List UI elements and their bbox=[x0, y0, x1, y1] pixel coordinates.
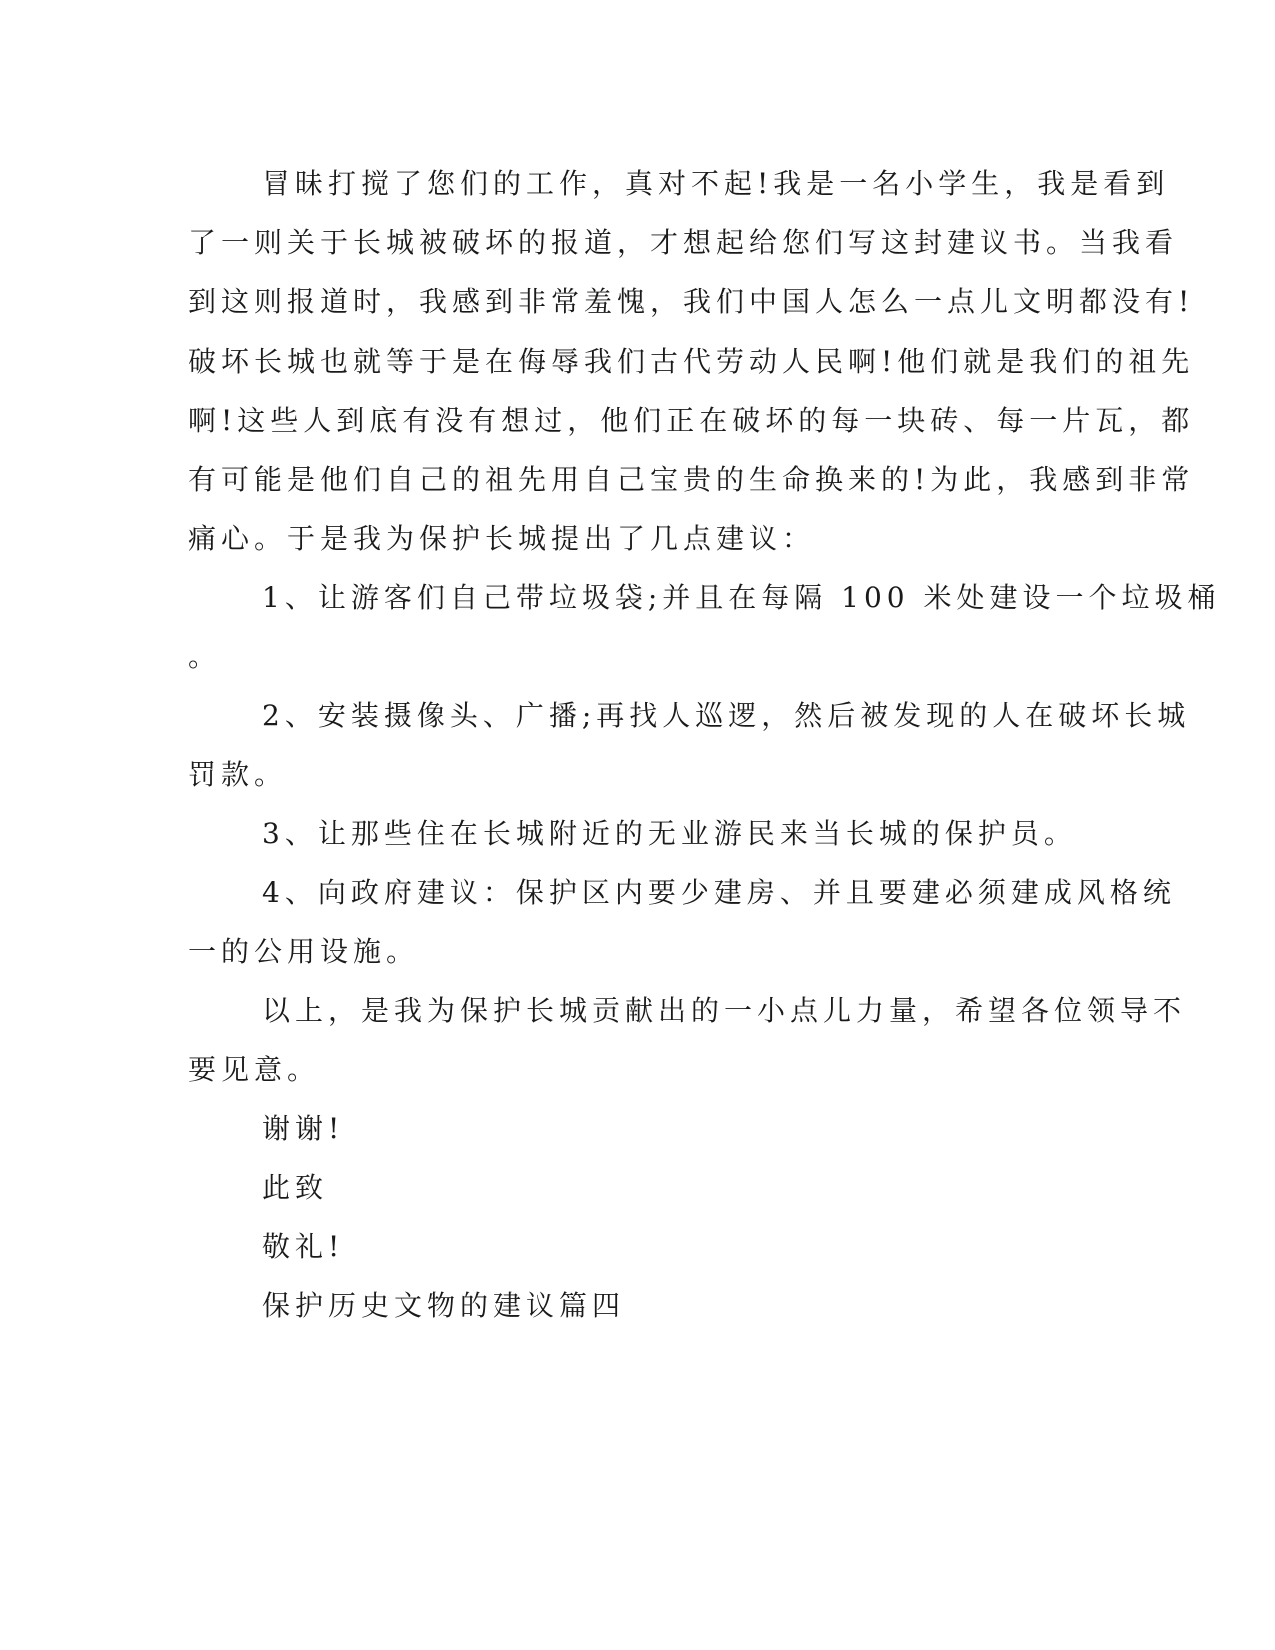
paragraph-line: 了一则关于长城被破坏的报道，才想起给您们写这封建议书。当我看 bbox=[188, 226, 1179, 259]
paragraph-line: 痛心。于是我为保护长城提出了几点建议： bbox=[188, 522, 816, 555]
paragraph-line: 破坏长城也就等于是在侮辱我们古代劳动人民啊!他们就是我们的祖先 bbox=[188, 345, 1195, 378]
list-item-line: 一的公用设施。 bbox=[188, 935, 420, 968]
list-item-line: 4、向政府建议：保护区内要少建房、并且要建必须建成风格统 bbox=[262, 876, 1176, 909]
paragraph-line: 到这则报道时，我感到非常羞愧，我们中国人怎么一点儿文明都没有! bbox=[188, 285, 1195, 318]
list-item-line: 。 bbox=[188, 640, 222, 673]
paragraph-line: 冒昧打搅了您们的工作，真对不起!我是一名小学生，我是看到 bbox=[262, 167, 1170, 200]
paragraph-line: 啊!这些人到底有没有想过，他们正在破坏的每一块砖、每一片瓦，都 bbox=[188, 404, 1195, 437]
closing-line: 谢谢! bbox=[262, 1112, 345, 1145]
list-item-line: 3、让那些住在长城附近的无业游民来当长城的保护员。 bbox=[262, 817, 1077, 850]
paragraph-line: 以上，是我为保护长城贡献出的一小点儿力量，希望各位领导不 bbox=[262, 994, 1187, 1027]
list-item-line: 2、安装摄像头、广播;再找人巡逻，然后被发现的人在破坏长城 bbox=[262, 699, 1191, 732]
paragraph-line: 有可能是他们自己的祖先用自己宝贵的生命换来的!为此，我感到非常 bbox=[188, 463, 1195, 496]
paragraph-line: 要见意。 bbox=[188, 1053, 321, 1086]
closing-line: 敬礼! bbox=[262, 1230, 345, 1263]
section-heading: 保护历史文物的建议篇四 bbox=[262, 1289, 626, 1322]
list-item-line: 1、让游客们自己带垃圾袋;并且在每隔 100 米处建设一个垃圾桶 bbox=[262, 581, 1221, 614]
closing-line: 此致 bbox=[262, 1171, 329, 1204]
list-item-line: 罚款。 bbox=[188, 758, 288, 791]
